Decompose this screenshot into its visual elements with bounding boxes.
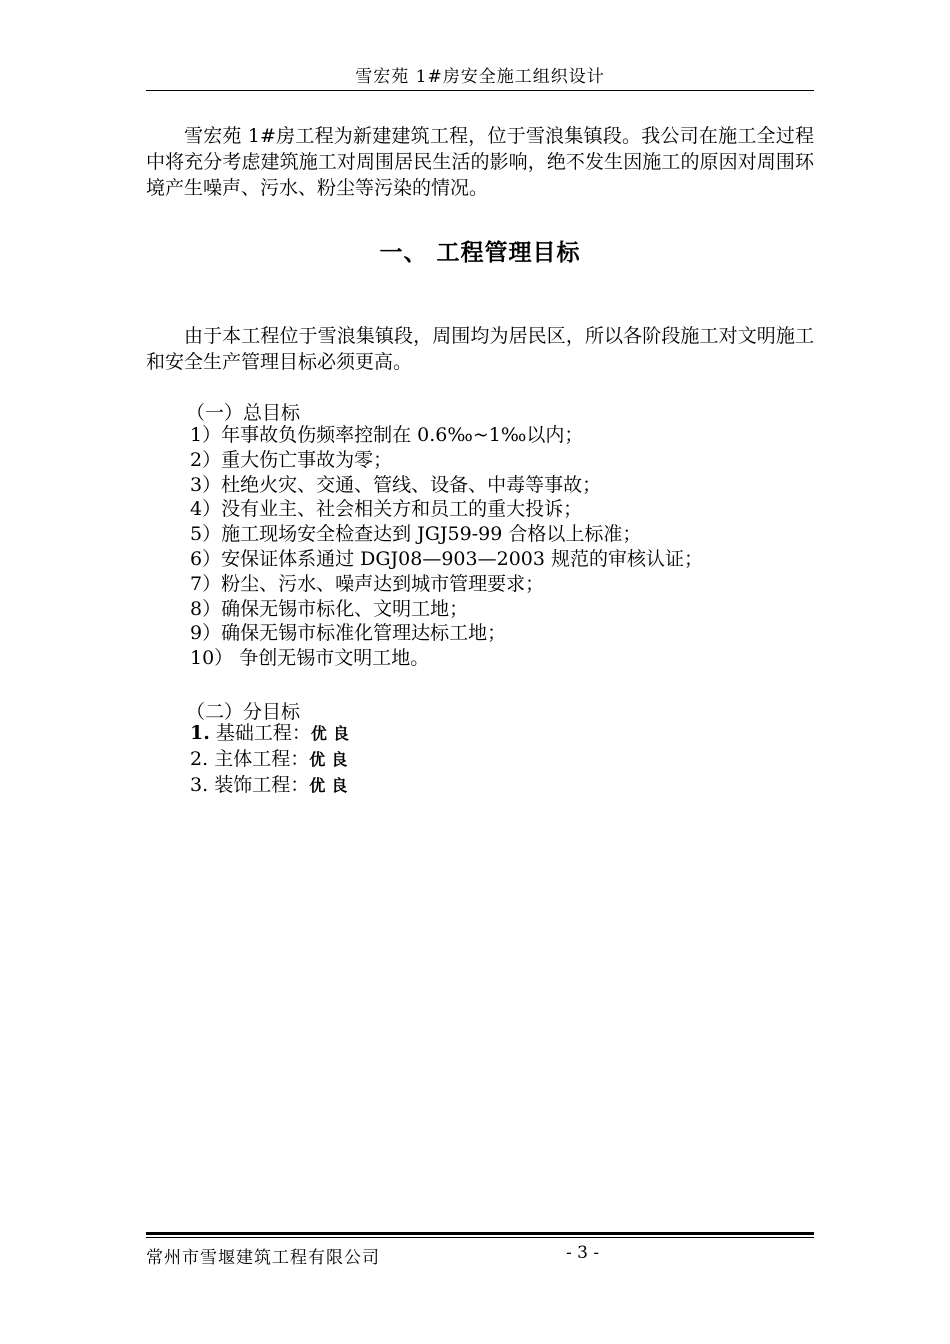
- item-text: 施工现场安全检查达到 JGJ59-99 合格以上标准；: [221, 523, 642, 546]
- header-divider: [146, 90, 814, 91]
- item-text: 没有业主、社会相关方和员工的重大投诉；: [221, 498, 583, 521]
- overall-goals-title: （一）总目标: [186, 402, 301, 424]
- item-number: 3.: [190, 773, 209, 796]
- footer-divider-thin: [146, 1237, 814, 1238]
- item-text: 年事故负伤频率控制在 0.6‰~1‰以内；: [221, 424, 584, 446]
- intro-paragraph: 雪宏苑 1#房工程为新建建筑工程，位于雪浪集镇段。我公司在施工全过程中将充分考虑建筑施工对周围居民生活的影响，绝不发生因施工的原因对周围环境产生噪声、污水、粉尘等污染的情况。: [146, 125, 814, 199]
- item-number: 2.: [190, 747, 209, 770]
- item-text: 争创无锡市文明工地。: [233, 647, 430, 670]
- item-number: 7）: [190, 572, 222, 595]
- item-text: 确保无锡市标化、文明工地；: [221, 597, 469, 620]
- sub-goals-title: （二）分目标: [186, 701, 301, 723]
- item-number: 1.: [190, 722, 210, 744]
- item-label: 主体工程：: [214, 747, 310, 770]
- footer-company: 常州市雪堰建筑工程有限公司: [146, 1248, 380, 1268]
- sub-goals-list: [190, 721, 355, 798]
- list-item: [190, 448, 703, 473]
- item-text: 确保无锡市标准化管理达标工地；: [221, 622, 507, 645]
- item-text: 杜绝火灾、交通、管线、设备、中毒等事故；: [221, 473, 602, 496]
- page-number: - 3 -: [566, 1243, 600, 1263]
- item-number: 8）: [190, 597, 222, 620]
- list-item: [190, 747, 355, 773]
- list-item: [190, 497, 703, 522]
- item-text: 粉尘、污水、噪声达到城市管理要求；: [221, 572, 545, 595]
- item-number: 3）: [190, 473, 222, 496]
- list-item: [190, 473, 703, 498]
- overall-goals-list: [190, 423, 703, 671]
- item-number: 1）: [190, 424, 222, 446]
- section-heading: 一、 工程管理目标: [379, 240, 581, 266]
- list-item: [190, 721, 355, 747]
- item-grade: 优良: [309, 775, 354, 795]
- list-item: [190, 597, 703, 622]
- item-number: 10）: [190, 647, 234, 670]
- list-item: [190, 423, 703, 448]
- item-label: 装饰工程：: [214, 773, 310, 796]
- item-grade: 优良: [309, 749, 354, 769]
- list-item: [190, 773, 355, 799]
- item-label: 基础工程：: [215, 722, 311, 744]
- item-number: 2）: [190, 448, 222, 471]
- list-item: [190, 522, 703, 547]
- item-number: 6）: [190, 547, 222, 570]
- item-grade: 优良: [310, 724, 355, 743]
- item-number: 4）: [190, 498, 222, 521]
- item-number: 5）: [190, 523, 222, 546]
- section-paragraph: 由于本工程位于雪浪集镇段，周围均为居民区，所以各阶段施工对文明施工和安全生产管理目标必须更高。: [146, 325, 814, 373]
- list-item: [190, 646, 703, 671]
- list-item: [190, 572, 703, 597]
- page-header-title: 雪宏苑 1#房安全施工组织设计: [355, 67, 605, 87]
- list-item: [190, 621, 703, 646]
- item-number: 9）: [190, 622, 222, 645]
- item-text: 重大伤亡事故为零；: [221, 448, 393, 471]
- item-text: 安保证体系通过 DGJ08—903—2003 规范的审核认证；: [221, 547, 703, 570]
- footer-divider: [146, 1232, 814, 1235]
- list-item: [190, 547, 703, 572]
